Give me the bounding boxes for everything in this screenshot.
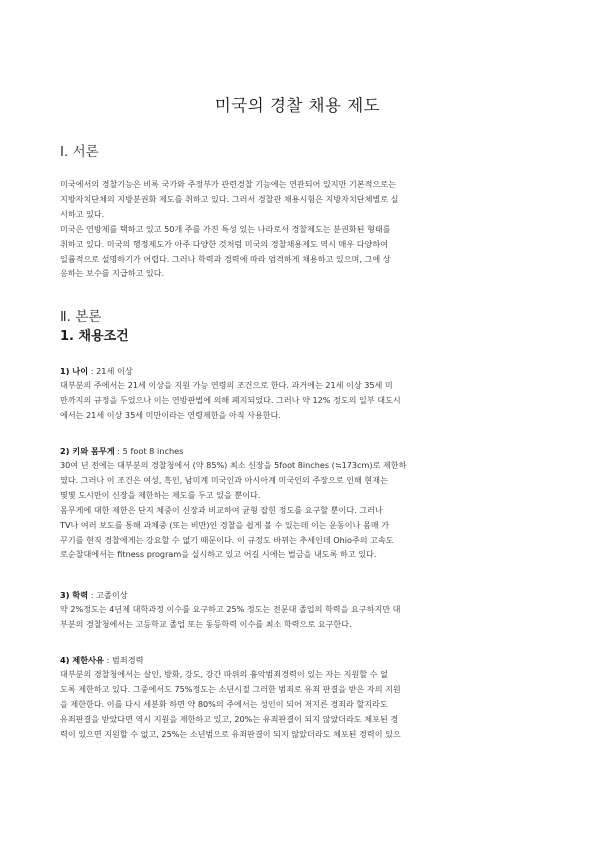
item-body-age xyxy=(60,378,532,423)
text-line: 을 제한한다. 이를 다시 세분화 하면 약 80%의 주에서는 성인이 되어 저지른 경죄라 할지라도 xyxy=(60,698,388,709)
item-body-restrictions xyxy=(60,667,532,742)
item-label: 3) 학력 xyxy=(60,590,89,600)
section-1-heading: Ⅰ. 서론 xyxy=(60,144,99,160)
item-heading-education xyxy=(60,590,128,601)
text-line: 미국에서의 경찰기능은 비록 국가와 주정부가 관련경찰 기능에는 연관되어 있지만 기본적으로는 xyxy=(60,179,396,189)
text-line: 유죄판결을 받았다면 역시 지원을 제한하고 있고, 20%는 유죄판결이 되지 않았더라도 체포된 경 xyxy=(60,713,399,724)
item-label: 1) 나이 xyxy=(60,366,89,376)
text-line: 부분의 경찰청에서는 고등학교 졸업 또는 동등학력 이수를 최소 학력으로 요구한다. xyxy=(60,618,352,629)
text-line: 만까지의 규정을 두었으나 이는 연방판법에 의해 폐지되었다. 그러나 약 12% 정도의 일부 대도시 xyxy=(60,394,401,405)
text-line: 몇몇 도시만이 신장을 제한하는 제도를 두고 있을 뿐이다. xyxy=(60,489,261,500)
text-line: 꾸기를 현직 경찰에게는 강요할 수 없기 때문이다. 이 규정도 바뀌는 추세인데 Ohio주의 고속도 xyxy=(60,534,394,545)
text-line: 시하고 있다. xyxy=(60,208,105,219)
text-line: 력이 있으면 지원할 수 없고, 25%는 소년범으로 유죄판결이 되지 않았더라도 체포된 경력이 있으 xyxy=(60,728,401,739)
item-value: : 5 foot 8 inches xyxy=(114,446,184,456)
text-line: 미국은 연방제를 택하고 있고 50개 주를 가진 특성 있는 나라로서 경찰제도는 분권화된 형태를 xyxy=(60,223,391,234)
text-line: 약 2%정도는 4년제 대학과정 이수를 요구하고 25% 정도는 전문대 졸업의 학력을 요구하지만 대 xyxy=(60,604,401,614)
text-line: 지방자치단체의 지방분권화 제도를 취하고 있다. 그러서 경찰관 채용시험은 지방자치단체별로 실 xyxy=(60,193,399,204)
text-line: 몸무게에 대한 제한은 단지 체중이 신장과 비교하여 균형 잡힌 정도를 요구할 뿐이다. 그러나 xyxy=(60,504,383,515)
section-1-body xyxy=(60,177,532,281)
item-value: : 고졸이상 xyxy=(88,590,128,600)
text-line: 취하고 있다. 미국의 행정제도가 아주 다양한 것처럼 미국의 경찰채용제도 역시 매우 다양하여 xyxy=(60,238,388,249)
item-value: : 범죄경력 xyxy=(103,655,144,665)
item-value: : 21세 이상 xyxy=(88,366,133,376)
item-label: 4) 제한사유 xyxy=(60,655,104,665)
text-line: 일률적으로 설명하기가 어렵다. 그러나 학력과 경력에 따라 엄격하게 채용하고 있으며, 그에 상 xyxy=(60,253,391,264)
item-body-height-weight xyxy=(60,458,532,562)
text-line: 30여 년 전에는 대부분의 경찰청에서 (약 85%) 최소 신장을 5foot 8inches (≒173cm)로 제한하 xyxy=(60,460,407,470)
text-line: TV나 여러 보도를 통해 과체중 (또는 비만)인 경찰을 쉽게 볼 수 있는데 이는 운동이나 몸매 가 xyxy=(60,519,390,530)
text-line: 대부분의 주에서는 21세 이상을 지원 가능 연령의 조건으로 한다. 과거에는 21세 이상 35세 미 xyxy=(60,380,393,390)
text-line: 응하는 보수를 지급하고 있다. xyxy=(60,268,165,279)
item-body-education xyxy=(60,602,532,632)
text-line: 도록 제한하고 있다. 그중에서도 75%정도는 소년시절 그러한 범죄로 유죄 판결을 받은 자의 지원 xyxy=(60,683,401,694)
item-heading-restrictions xyxy=(60,655,144,666)
item-heading-height-weight xyxy=(60,446,183,457)
item-label: 2) 키와 몸무게 xyxy=(60,446,115,456)
section-2-heading: Ⅱ. 본론 xyxy=(60,309,102,325)
text-line: 로순찰대에서는 fitness program을 실시하고 있고 어길 시에는 벌금을 내도록 하고 있다. xyxy=(60,549,377,560)
item-heading-age xyxy=(60,366,133,377)
document-title: 미국의 경찰 채용 제도 xyxy=(214,96,381,115)
text-line: 대부분의 경찰청에서는 살인, 방화, 강도, 강간 따위의 흉악범죄경력이 있는 자는 지원할 수 없 xyxy=(60,669,388,679)
text-line: 였다. 그러나 이 조건은 여성, 흑인, 남미계 미국인과 아시아계 미국인의 주장으로 인해 현재는 xyxy=(60,474,388,485)
text-line: 에서는 21세 이상 35세 미만이라는 연령제한을 아직 사용한다. xyxy=(60,409,282,420)
section-2-subheading: 1. 채용조건 xyxy=(60,329,129,344)
